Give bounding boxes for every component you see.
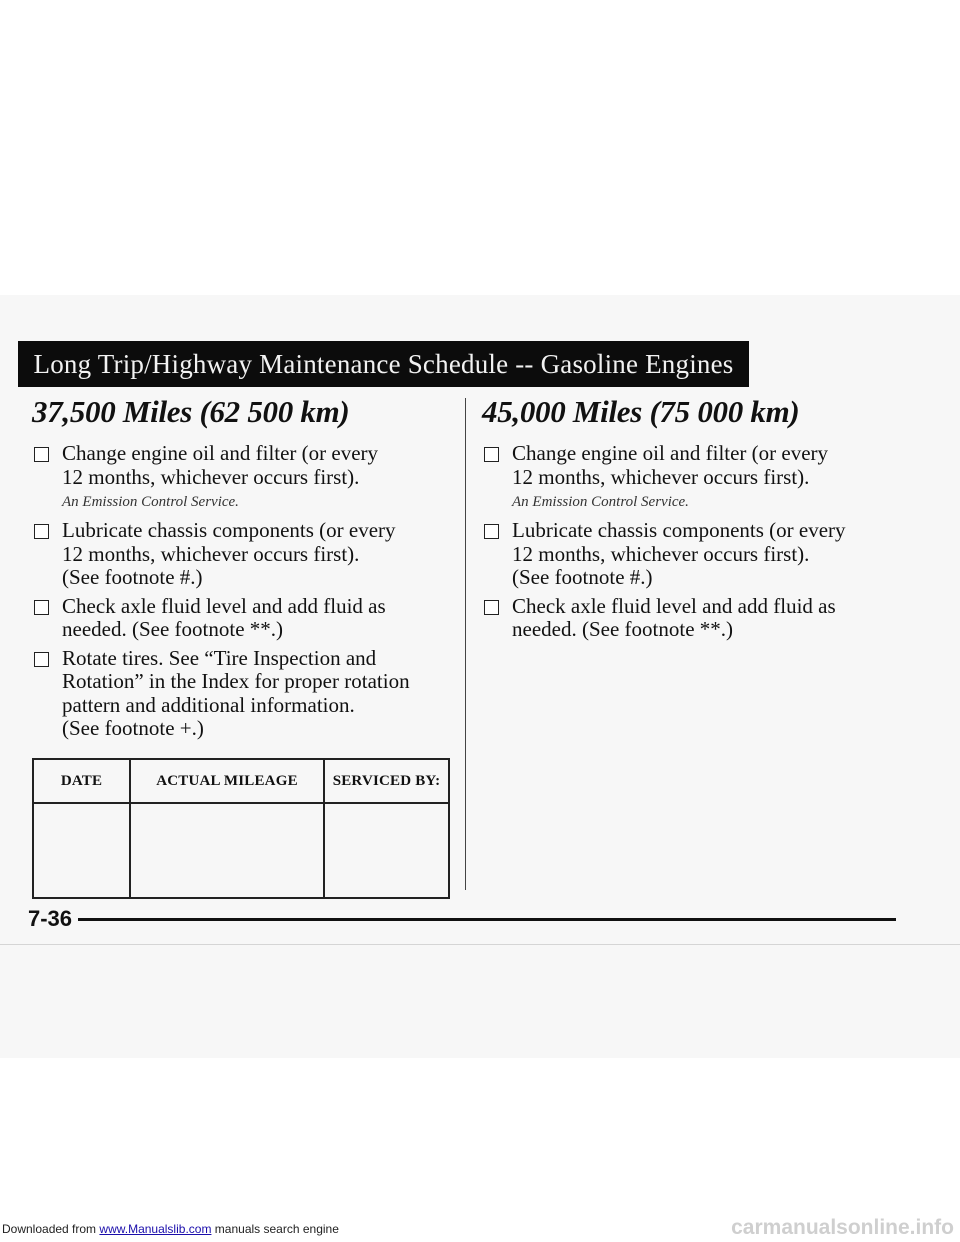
item-line: Check axle fluid level and add fluid as [512, 593, 836, 618]
item-line: 12 months, whichever occurs first). [512, 464, 810, 489]
date-cell[interactable] [33, 803, 130, 898]
item-line: Change engine oil and filter (or every [62, 441, 379, 465]
right-heading: 45,000 Miles (75 000 km) [482, 394, 800, 429]
emission-note: An Emission Control Service. [512, 494, 689, 510]
item-line: 12 months, whichever occurs first). [62, 464, 360, 489]
item-line: Lubricate chassis components (or every [512, 518, 846, 542]
download-suffix: manuals search engine [214, 1222, 339, 1236]
left-checklist [32, 442, 452, 741]
date-header: DATE [33, 759, 130, 803]
download-prefix: Downloaded from [2, 1222, 97, 1236]
footer-rule [78, 918, 896, 921]
item-line: (See footnote +.) [62, 716, 204, 740]
item-line: Rotation” in the Index for proper rotation [62, 669, 410, 693]
download-credit [2, 1222, 339, 1236]
mileage-cell[interactable] [130, 803, 324, 898]
item-line: Check axle fluid level and add fluid as [62, 593, 386, 618]
service-record-table [32, 758, 450, 899]
checklist-item [482, 519, 902, 590]
item-line: Lubricate chassis components (or every [62, 518, 396, 542]
item-line: needed. (See footnote **.) [62, 617, 284, 641]
section-banner: Long Trip/Highway Maintenance Schedule -- Gasoline Engines [18, 341, 749, 387]
emission-note: An Emission Control Service. [62, 494, 239, 510]
checkbox[interactable] [484, 600, 499, 615]
item-line: (See footnote #.) [62, 565, 203, 589]
left-column [32, 392, 452, 746]
checkbox[interactable] [34, 447, 49, 462]
checkbox[interactable] [34, 600, 49, 615]
checkbox[interactable] [34, 524, 49, 539]
item-line: Change engine oil and filter (or every [512, 441, 829, 465]
checkbox[interactable] [34, 652, 49, 667]
manualslib-link[interactable]: www.Manualslib.com [99, 1222, 212, 1236]
item-line: Rotate tires. See “Tire Inspection and [62, 645, 377, 670]
checklist-item [32, 647, 452, 741]
mileage-header: ACTUAL MILEAGE [130, 759, 324, 803]
watermark-text: carmanualsonline.info [731, 1216, 954, 1239]
checkbox[interactable] [484, 447, 499, 462]
item-line: (See footnote #.) [512, 565, 653, 589]
checklist-item [32, 519, 452, 590]
right-checklist [482, 442, 902, 642]
right-column [482, 392, 902, 647]
checkbox[interactable] [484, 524, 499, 539]
serviced-by-cell[interactable] [324, 803, 449, 898]
item-line: 12 months, whichever occurs first). [62, 541, 360, 566]
serviced-by-header: SERVICED BY: [324, 759, 449, 803]
faint-rule [0, 944, 960, 945]
item-line: pattern and additional information. [62, 692, 355, 717]
checklist-item [482, 595, 902, 642]
checklist-item [482, 442, 902, 511]
item-line: 12 months, whichever occurs first). [512, 541, 810, 566]
left-heading: 37,500 Miles (62 500 km) [32, 394, 350, 429]
item-line: needed. (See footnote **.) [512, 617, 734, 641]
checklist-item [32, 442, 452, 511]
page-number: 7-36 [28, 906, 73, 931]
checklist-item [32, 595, 452, 642]
column-divider [465, 398, 466, 890]
